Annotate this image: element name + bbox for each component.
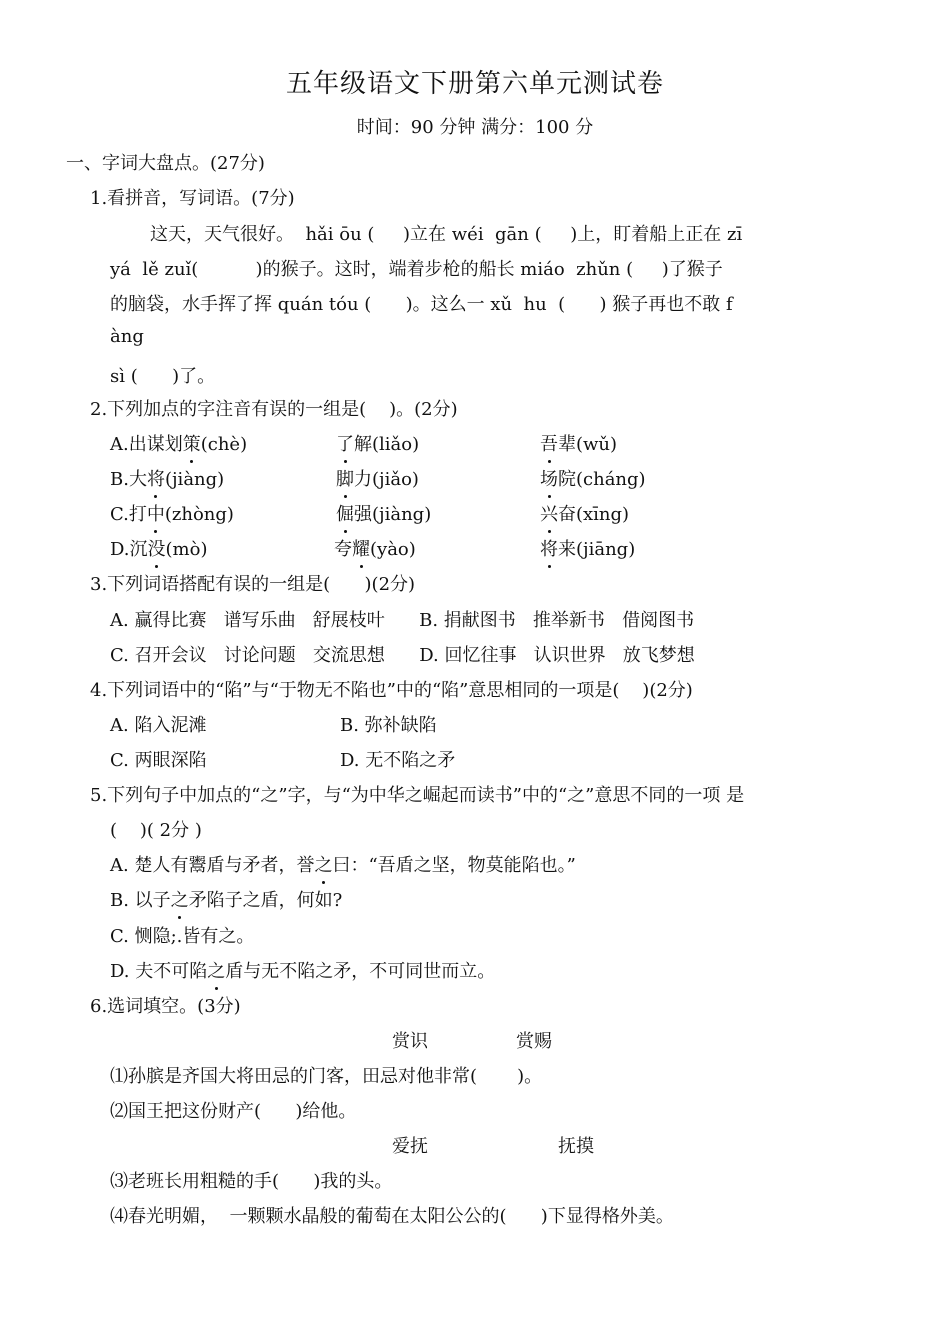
dotted-char: 耀: [352, 539, 370, 560]
q5-option-c: C. 恻隐;.皆有之。: [110, 926, 255, 947]
q2-option: A.出谋划策(chè): [110, 434, 248, 455]
q6-sentence: ⑵国王把这份财产( )给他。: [110, 1101, 357, 1122]
q3-options: A. 赢得比赛 谱写乐曲 舒展枝叶 B. 捐献图书 推举新书 借阅图书: [110, 610, 695, 631]
q5-option-b: B. 以子之矛陷子之盾，何如?: [110, 890, 343, 911]
q1-text-line: 的脑袋，水手挥了挥 quán tóu ( )。这么一 xǔ hu ( ) 猴子再也不敢 f: [110, 294, 733, 315]
q6-sentence: ⑶老班长用粗糙的手( )我的头。: [110, 1171, 393, 1192]
q6-sentence: ⑴孙膑是齐国大将田忌的门客，田忌对他非常( )。: [110, 1066, 543, 1087]
q2-option: 了解(liǎo): [336, 434, 420, 455]
dotted-char: 之: [207, 961, 226, 982]
q4-heading: 4.下列词语中的“陷”与“于物无不陷也”中的“陷”意思相同的一项是( )(2分): [90, 680, 693, 701]
q4-option-c: C. 两眼深陷: [110, 750, 207, 771]
q1-text-line: sì ( )了。: [110, 366, 216, 387]
exam-info: 时间：90 分钟 满分：100 分: [356, 117, 594, 138]
q2-option: 场院(cháng): [540, 469, 646, 490]
q6-heading: 6.选词填空。(3分): [90, 996, 241, 1017]
q2-option: 将来(jiāng): [540, 539, 636, 560]
dotted-char: 之: [170, 890, 189, 911]
q5-heading-cont: ( )( 2分 ): [110, 820, 202, 841]
q5-heading: 5.下列句子中加点的“之”字，与“为中华之崛起而读书”中的“之”意思不同的一项 是: [90, 785, 745, 806]
word-choice: 赏识: [392, 1031, 428, 1052]
q4-option-a: A. 陷入泥滩: [110, 715, 207, 736]
dotted-char: 策: [182, 434, 201, 455]
q2-heading: 2.下列加点的字注音有误的一组是( )。(2分): [90, 399, 458, 420]
q2-option: 脚力(jiǎo): [336, 469, 419, 490]
dotted-char: 场: [540, 469, 558, 490]
dotted-char: 将: [146, 469, 165, 490]
dotted-char: 将: [540, 539, 558, 560]
word-choice: 抚摸: [558, 1136, 594, 1157]
dotted-char: 倔: [336, 504, 354, 525]
q2-option: 倔强(jiàng): [336, 504, 432, 525]
q2-option: 兴奋(xīng): [540, 504, 630, 525]
dotted-char: 没: [147, 539, 166, 560]
q2-option: 吾辈(wǔ): [540, 434, 618, 455]
q1-text-line: 这天，天气很好。 hǎi ōu ( )立在 wéi gān ( )上，盯着船上正在 zī: [150, 224, 743, 245]
q6-sentence: ⑷春光明媚， 一颗颗水晶般的葡萄在太阳公公的( )下显得格外美。: [110, 1206, 674, 1227]
word-choice: 爱抚: [392, 1136, 428, 1157]
section-heading: 一、字词大盘点。(27分): [66, 153, 265, 174]
dotted-char: 中: [146, 504, 165, 525]
word-choice: 赏赐: [516, 1031, 552, 1052]
q3-heading: 3.下列词语搭配有误的一组是( )(2分): [90, 574, 416, 595]
dotted-char: 了: [336, 434, 354, 455]
q2-option: D.沉没(mò): [110, 539, 208, 560]
q4-option-b: B. 弥补缺陷: [340, 715, 437, 736]
q3-options: C. 召开会议 讨论问题 交流思想 D. 回忆往事 认识世界 放飞梦想: [110, 645, 695, 666]
q1-heading: 1.看拼音，写词语。(7分): [90, 188, 295, 209]
q1-text-line: àng: [110, 326, 144, 347]
q2-option: C.打中(zhòng): [110, 504, 234, 525]
dotted-char: 兴: [540, 504, 558, 525]
dotted-char: 脚: [336, 469, 354, 490]
page-title: 五年级语文下册第六单元测试卷: [285, 69, 664, 99]
q5-option-a: A. 楚人有鬻盾与矛者，誉之曰：“吾盾之坚，物莫能陷也。”: [110, 855, 576, 876]
q4-option-d: D. 无不陷之矛: [340, 750, 456, 771]
dotted-char: 吾: [540, 434, 558, 455]
q1-text-line: yá lě zuǐ( )的猴子。这时，端着步枪的船长 miáo zhǔn ( )了猴子: [110, 259, 723, 280]
q2-option: B.大将(jiàng): [110, 469, 225, 490]
dotted-char: 之: [314, 855, 333, 876]
q2-option: 夸耀(yào): [334, 539, 416, 560]
q5-option-d: D. 夫不可陷之盾与无不陷之矛，不可同世而立。: [110, 961, 496, 982]
